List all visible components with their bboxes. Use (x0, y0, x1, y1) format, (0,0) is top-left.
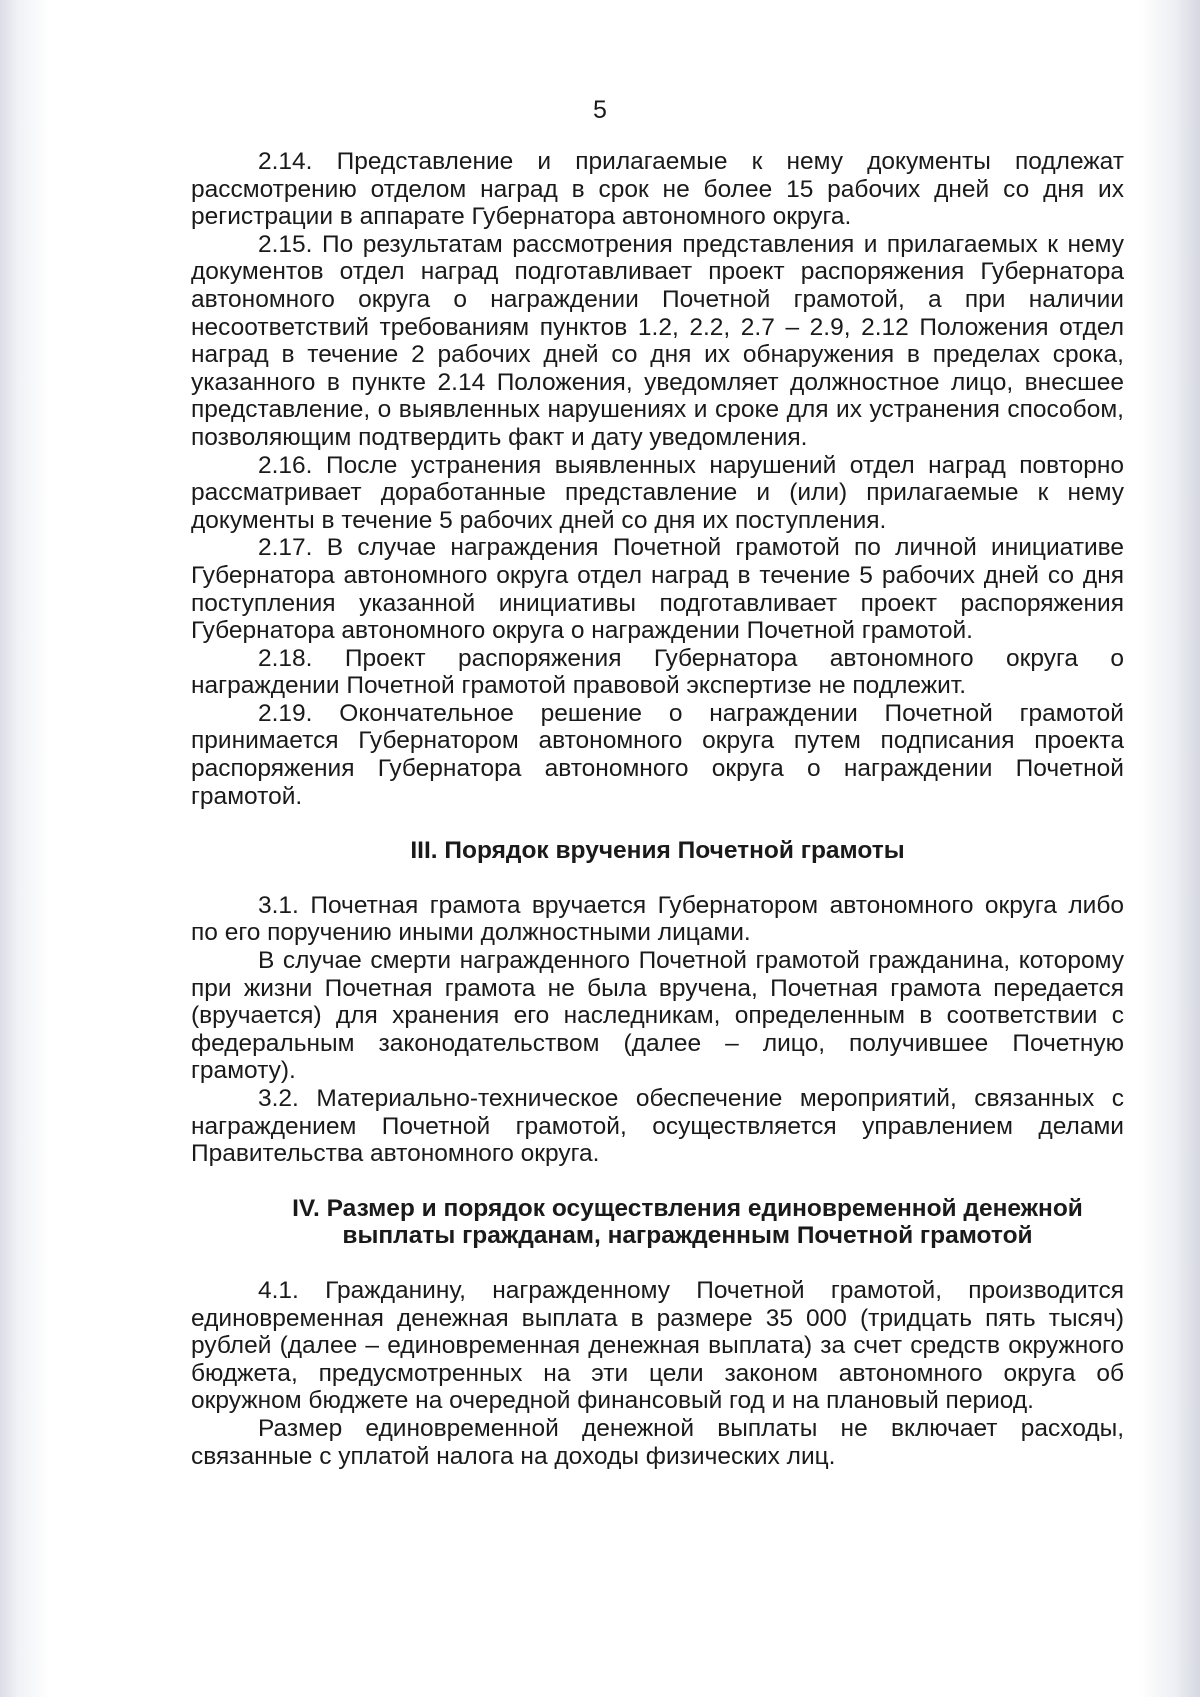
paragraph-2-17 (191, 534, 1124, 644)
page-number: 5 (593, 96, 607, 124)
clause-text: Представление и прилагаемые к нему документы подлежат рассмотрению отделом наград в срок не более 15 рабочих дней со дня их регистрации в аппарате Губернатора автономного округа. (191, 148, 1124, 231)
paragraph-2-14 (191, 148, 1124, 231)
paragraph-2-19 (191, 700, 1124, 810)
clause-number: 2.18. (258, 644, 313, 672)
clause-text: В случае смерти награжденного Почетной грамотой гражданина, которому при жизни Почетная грамота не была вручена, Почетная грамота передается (вручается) для хранения его наследникам, определенным в соответствии с федеральным законодательством (далее – лицо, получившее Почетную грамоту). (191, 947, 1124, 1085)
paragraph-3-2 (191, 1085, 1124, 1168)
clause-text: После устранения выявленных нарушений отдел наград повторно рассматривает доработанные представление и (или) прилагаемые к нему документы в течение 5 рабочих дней со дня их поступления. (191, 451, 1124, 534)
paragraph-2-15 (191, 231, 1124, 452)
clause-number: 2.19. (258, 699, 313, 727)
clause-number: 2.16. (258, 451, 313, 479)
section-4-heading-line-2: выплаты гражданам, награжденным Почетной грамотой (342, 1222, 1033, 1250)
clause-text: Гражданину, награжденному Почетной грамотой, производится единовременная денежная выплата в размере 35 000 (тридцать пять тысяч) рублей (далее – единовременная денежная выплата) за счет средств окружного бюджета, предусмотренных на эти цели законом автономного округа об окружном бюджете на очередной финансовый год и на плановый период. (191, 1276, 1124, 1415)
paragraph-4-1-continued (191, 1415, 1124, 1470)
paragraph-3-1 (191, 892, 1124, 947)
section-4-heading (191, 1195, 1124, 1250)
clause-text: Проект распоряжения Губернатора автономного округа о награждении Почетной грамотой правовой экспертизе не подлежит. (191, 644, 1124, 700)
paragraph-4-1 (191, 1277, 1124, 1415)
clause-text: Окончательное решение о награждении Почетной грамотой принимается Губернатором автономного округа путем подписания проекта распоряжения Губернатора автономного округа о награждении Почетной грамотой. (191, 699, 1124, 810)
clause-text: Почетная грамота вручается Губернатором автономного округа либо по его поручению иными должностными лицами. (191, 891, 1125, 947)
clause-number: 4.1. (258, 1276, 299, 1304)
paragraph-2-18 (191, 645, 1124, 700)
clause-number: 3.1. (258, 891, 299, 919)
paragraph-2-16 (191, 452, 1124, 535)
paragraph-3-1-continued (191, 947, 1124, 1085)
clause-number: 3.2. (258, 1085, 299, 1112)
clause-number: 2.17. (258, 534, 313, 562)
section-3-heading: III. Порядок вручения Почетной грамоты (410, 837, 905, 865)
document-body (191, 148, 1124, 1470)
clause-number: 2.14. (258, 148, 313, 175)
clause-text: Материально-техническое обеспечение мероприятий, связанных с награждением Почетной грамотой, осуществляется управлением делами Правительства автономного округа. (191, 1085, 1124, 1168)
clause-text: Размер единовременной денежной выплаты не включает расходы, связанные с уплатой налога на доходы физических лиц. (191, 1414, 1124, 1470)
section-4-heading-line-1: IV. Размер и порядок осуществления единовременной денежной (292, 1194, 1083, 1222)
clause-number: 2.15. (258, 230, 313, 258)
clause-text: По результатам рассмотрения представления и прилагаемых к нему документов отдел наград подготавливает проект распоряжения Губернатора автономного округа о награждении Почетной грамотой, а при наличии несоответствий требованиям пунктов 1.2, 2.2, 2.7 – 2.9, 2.12 Положения отдел наград в течение 2 рабочих дней со дня их обнаружения в пределах срока, указанного в пункте 2.14 Положения, уведомляет должностное лицо, внесшее представление, о выявленных нарушениях и сроке для их устранения способом, позволяющим подтвердить факт и дату уведомления. (191, 230, 1125, 451)
clause-text: В случае награждения Почетной грамотой по личной инициативе Губернатора автономного округа отдел наград в течение 5 рабочих дней со дня поступления указанной инициативы подготавливает проект распоряжения Губернатора автономного округа о награждении Почетной грамотой. (191, 534, 1125, 645)
